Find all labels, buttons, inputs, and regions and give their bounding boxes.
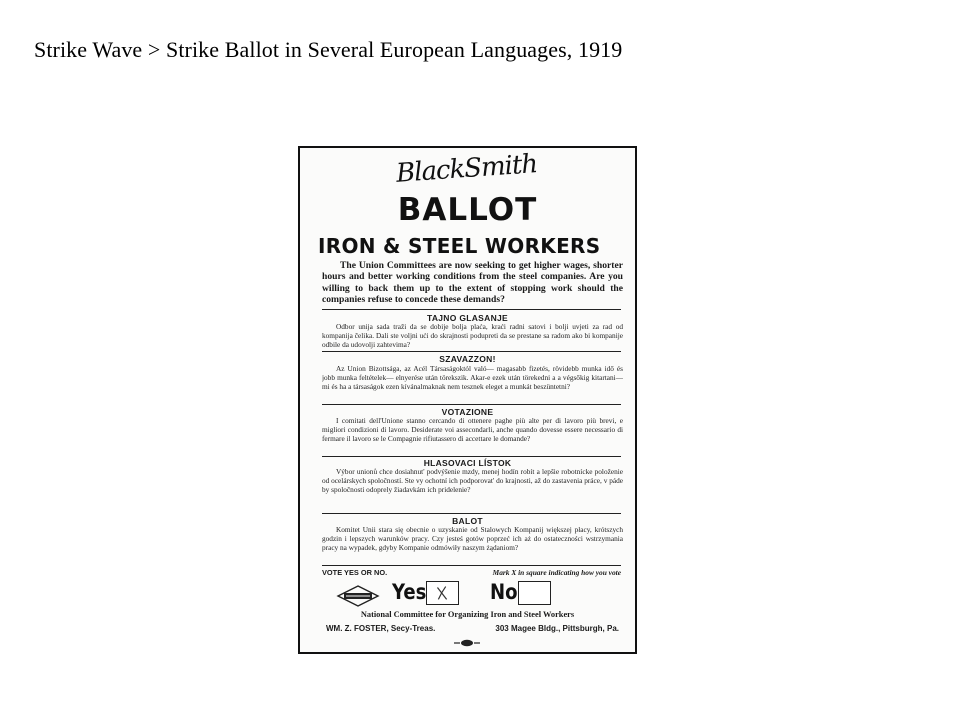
section-hungarian-body: Az Union Bizottsága, az Acél Társaságoktól való— magasabb fizetés, rövidebb munka idő és jobb munka feltételek— elnyerése után törekszik. Akar-e ezek után törekedni a a végsőkig kitartani— mi és ha a társaságok ezen kívánalmaknak nem tesznek eleget a munkát beszüntetni?: [322, 365, 623, 391]
ballot-subheading: IRON & STEEL WORKERS: [318, 234, 601, 258]
union-emblem-icon: [336, 584, 380, 608]
section-polish-body: Komitet Unii stara się obecnie o uzyskanie od Stalowych Kompanij większej płacy, krótszych godzin i lepszych warunków pracy. Czy jesteś gotów poprzeć ich aż do ostateczności wstrzymania pracy na wypadek, gdyby Kompanie odmówiły naszym żądaniom?: [322, 526, 623, 552]
divider: [322, 565, 621, 566]
signatory: WM. Z. FOSTER, Secy-Treas.: [326, 624, 436, 633]
committee-name: National Committee for Organizing Iron and Steel Workers: [360, 610, 575, 619]
divider: [322, 456, 621, 457]
ballot-image: [298, 146, 637, 654]
yes-checkbox[interactable]: [426, 581, 459, 605]
ballot-content: [300, 148, 635, 652]
section-hungarian-head: SZAVAZZON!: [439, 354, 496, 364]
slide-title: Strike Wave > Strike Ballot in Several European Languages, 1919: [34, 37, 623, 62]
divider: [322, 513, 621, 514]
union-label-icon: [452, 638, 482, 648]
yes-label: Yes: [392, 580, 427, 604]
x-mark-icon: [427, 582, 458, 604]
divider: [322, 309, 621, 310]
no-checkbox[interactable]: [518, 581, 551, 605]
handwritten-trade: BlackSmith: [395, 149, 539, 189]
vote-instruction-left: VOTE YES OR NO.: [322, 568, 388, 577]
intro-paragraph: The Union Committees are now seeking to get higher wages, shorter hours and better working conditions from the steel companies. Are you willing to back them up to the extent of stopping work should the companies refuse to concede these demands?: [322, 260, 623, 305]
section-croatian-body: Odbor unija sada traži da se dobije bolja plaća, kraći radni satovi i bolji uvjeti za rad od kompanija čelika. Dali ste voljni ući do skrajnosti podupreti da se prestane sa radom ako bi kompanije odbile da udovolji zahtevima?: [322, 323, 623, 349]
address: 303 Magee Bldg., Pittsburgh, Pa.: [495, 624, 619, 633]
section-polish-head: BALOT: [452, 516, 483, 526]
section-croatian-head: TAJNO GLASANJE: [426, 313, 509, 323]
section-slovak-body: Výbor unionů chce dosiahnut' podvýšenie mzdy, menej hodín robít a lepšie robotnícke položenie od ocelárskych spoločností. Ste vy ochotní ich podporovat' do krajnosti, až do zastavenia práce, v páde by spoločnosti odoprely žiadavkám ich pridelenie?: [322, 468, 623, 494]
section-slovak-head: HLASOVACI LÍSTOK: [423, 458, 512, 468]
ballot-heading: BALLOT: [397, 192, 538, 228]
divider: [322, 351, 621, 352]
no-label: No: [490, 580, 518, 604]
section-italian-body: I comitati dell'Unione stanno cercando di ottenere paghe più alte per di lavoro più brevi, e migliori condizioni di lavoro. Desiderate voi assecondarli, anche quando dovesse essere necessario di fermare il lavoro se le Compagnie rifiutassero di accettare le domande?: [322, 417, 623, 443]
section-italian-head: VOTAZIONE: [441, 407, 494, 417]
divider: [322, 404, 621, 405]
vote-instruction-right: Mark X in square indicating how you vote: [492, 568, 621, 577]
